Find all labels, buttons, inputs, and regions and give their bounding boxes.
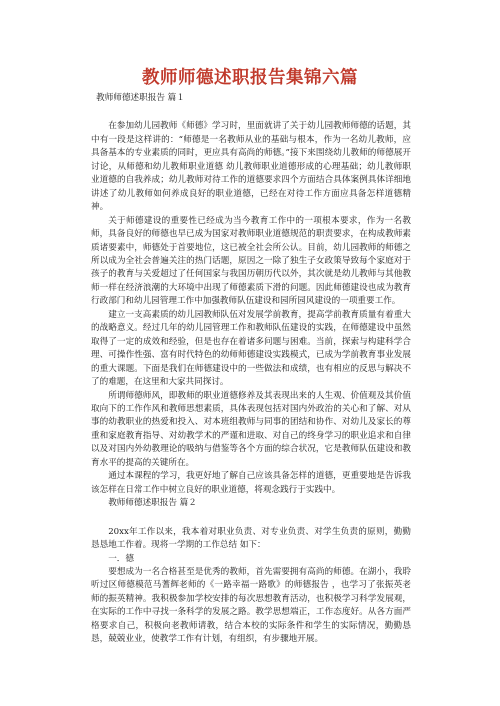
section-heading-1: 教师师德述职报告 篇１	[96, 93, 185, 103]
paragraph-6: 20xx年工作以来，我本着对职业负责、对专业负责、对学生负责的原则，勤勤恳恳地工作着。现将一学期的工作总结 如下：	[91, 526, 411, 551]
paragraph-2: 关于师德建设的重要性已经成为当今教育工作中的一项根本要求，作为一名教师，具备良好的师德也早已成为国家对教师职业道德规范的职责要求，在构成教师素质诸要素中，师德处于首要地位，这已被全社会所公认。目前，幼儿园教师的师德之所以成为全社会普遍关注的热门话题，原因之一除了独生子女政策导致每个家庭对于孩子的教育与关爱超过了任何国家与我国历朝历代以外，其次就是幼儿教师与其他教师一样在经济浪潮的大环境中出现了师德素质下滑的问题。因此师德建设也成为教育行政部门和幼儿园管理工作中加强教师队伍建设和园所园风建设的一项重要工作。	[91, 215, 411, 307]
paragraph-3: 建立一支高素质的幼儿园教师队伍对发展学前教育，提高学前教育质量有着重大的战略意义。经过几年的幼儿园管理工作和教师队伍建设的实践，在师德建设中虽然取得了一定的成效和经验，但是也存在着诸多问题与困难。当前，探索与构建科学合理、可操作性强、富有时代特色的幼师师德建设实践模式，已成为学前教育事业发展的重大课题。下面是我们在师德建设中的一些做法和成绩，也有相应的反思与解决不了的难题，在这里和大家共同探讨。	[91, 309, 411, 388]
document-title: 教师师德述职报告集锦六篇	[142, 68, 358, 88]
subheading-de: 一．德	[108, 553, 134, 564]
paragraph-1: 在参加幼儿园教师《师德》学习时，里面就讲了关于幼儿园教师师德的话题，其中有一段是这样讲的：“师德是一名教师从业的基础与根本，作为一名幼儿教师，应具备基本的专业素质的同时，更应具有高尚的师德。”接下来围绕幼儿教师的师德展开讨论，从师德和幼儿教师职业道德 幼儿教师职业道德形成的心理基础；幼儿教师职业道德的自我养成；幼儿教师对待工作的道德要求四个方面结合具体案例具体详细地讲述了幼儿教师如何养成良好的职业道德，已经在对待工作方面应具备怎样道德精神。	[91, 121, 411, 213]
section-heading-2: 教师师德述职报告 篇２	[108, 498, 197, 509]
document-body	[91, 92, 411, 647]
paragraph-4: 所谓师德师风，即教师的职业道德修养及其表现出来的人生观、价值观及其价值取向下的工作作风和教师思想素质，具体表现包括对国内外政治的关心和了解、对从事的幼教职业的热爱和投入、对本班组教师与同事的团结和协作、对幼儿及家长的尊重和家庭教育指导、对幼教学术的严谨和进取、对自己的终身学习的职业追求和自律以及对国内外幼教理论的吸纳与借鉴等各个方面的综合状况，它是教师队伍建设和教育水平的提高的关键所在。	[91, 390, 411, 468]
paragraph-7: 要想成为一名合格甚至是优秀的教师，首先需要拥有高尚的师德。在湖小，我聆听过区师德模范马蓍辉老师的《一路幸福一路歌》的师德报告 ，也学习了张振英老师的振英精神。我积极参加学校安排的每次思想教育活动，也积极学习科学发展观，在实际的工作中寻找一条科学的发展之路。教学思想端正，工作态度好。从各方面严格要求自己，积极向老教师请教，结合本校的实际条件和学生的实际情况，勤勤恳恳，兢兢业业，使教学工作有计划，有组织，有步骤地开展。	[91, 566, 411, 645]
paragraph-5: 通过本课程的学习，我更好地了解自己应该具备怎样的道德，更重要地是告诉我该怎样在日常工作中树立良好的职业道德，将观念践行于实践中。	[91, 471, 411, 495]
